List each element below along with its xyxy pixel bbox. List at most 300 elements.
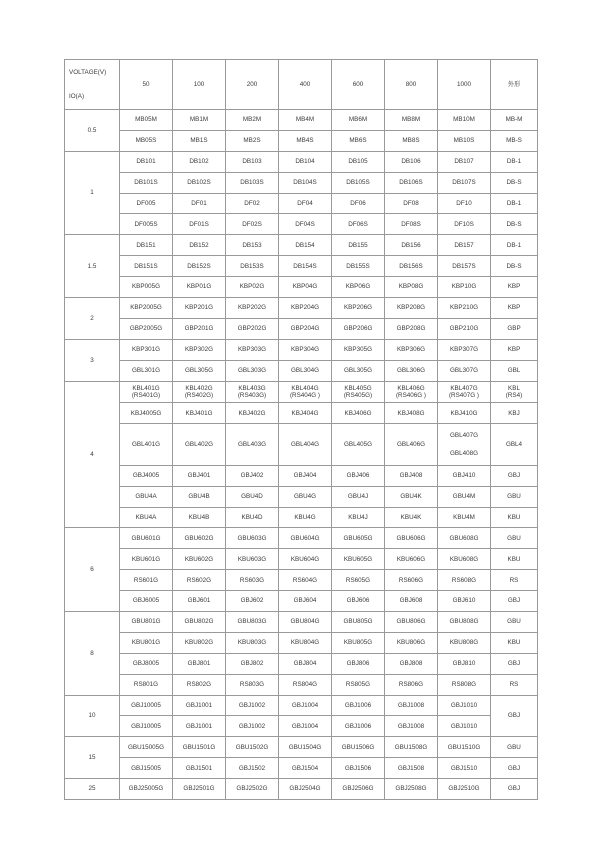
part-number-cell: KBJ402G [226, 403, 279, 424]
io-current-cell: 25 [65, 779, 120, 800]
part-number-cell: GBJ1501 [173, 758, 226, 779]
part-number-cell: GBJ602 [226, 591, 279, 612]
part-number-cell: GBJ801 [173, 653, 226, 674]
part-number-cell: KBU608G [438, 549, 491, 570]
part-number-cell: GBU603G [226, 528, 279, 549]
part-number-cell: GBJ2506G [332, 779, 385, 800]
part-number-cell: GBL304G [279, 360, 332, 381]
part-number-cell: DB104 [279, 151, 332, 172]
part-number-cell: DB101 [120, 151, 173, 172]
part-number-cell: GBL402G [173, 424, 226, 466]
part-number-cell: DB157 [438, 235, 491, 256]
part-number-cell: GBU4A [120, 486, 173, 507]
table-row [65, 570, 538, 591]
part-number-cell: MB10M [438, 110, 491, 131]
part-number-cell: GBU4G [279, 486, 332, 507]
voltage-col-600: 600 [332, 60, 385, 110]
part-number-cell: GBJ2501G [173, 779, 226, 800]
part-number-cell: KBP304G [279, 339, 332, 360]
part-number-cell: KBU606G [385, 549, 438, 570]
part-number-cell: GBJ804 [279, 653, 332, 674]
table-row [65, 403, 538, 424]
table-row [65, 528, 538, 549]
table-row [65, 591, 538, 612]
table-row [65, 716, 538, 737]
package-cell: RS [491, 674, 538, 695]
part-number-cell [120, 381, 173, 403]
part-number-cell: GBU601G [120, 528, 173, 549]
package-cell: GBU [491, 528, 538, 549]
part-number-cell: KBP201G [173, 298, 226, 319]
package-cell: GBJ [491, 779, 538, 800]
header-row [65, 60, 538, 85]
part-number-text: (RS402G) [184, 391, 214, 399]
part-number-cell: DB107S [438, 172, 491, 193]
part-number-cell: GBL404G [279, 424, 332, 466]
part-number-cell: RS601G [120, 570, 173, 591]
part-number-cell: GBJ2508G [385, 779, 438, 800]
package-cell: GBU [491, 612, 538, 633]
part-number-cell: KBP06G [332, 277, 385, 298]
part-number-cell: GBJ1006 [332, 695, 385, 716]
part-number-cell: MB8S [385, 130, 438, 151]
part-number-cell: DB106S [385, 172, 438, 193]
part-number-cell: GBU602G [173, 528, 226, 549]
part-number-cell: DF06S [332, 214, 385, 235]
part-number-cell: GBU605G [332, 528, 385, 549]
part-number-cell [226, 381, 279, 403]
table-row [65, 758, 538, 779]
part-number-cell: KBU4B [173, 507, 226, 528]
part-number-cell: GBJ401 [173, 465, 226, 486]
part-number-cell: GBJ1010 [438, 716, 491, 737]
part-number-text: (RS403G) [237, 391, 267, 399]
part-number-cell: KBU802G [173, 632, 226, 653]
part-number-cell: GBU604G [279, 528, 332, 549]
table-row [65, 130, 538, 151]
part-number-cell: DF04 [279, 193, 332, 214]
table-row [65, 486, 538, 507]
part-number-cell: KBU4G [279, 507, 332, 528]
part-number-cell: KBJ404G [279, 403, 332, 424]
part-number-cell: GBU802G [173, 612, 226, 633]
part-number-cell: GBJ808 [385, 653, 438, 674]
part-number-cell: GBP206G [332, 318, 385, 339]
table-row [65, 172, 538, 193]
part-number-cell: GBJ1506 [332, 758, 385, 779]
table-row [65, 632, 538, 653]
part-number-cell: GBJ10005 [120, 716, 173, 737]
part-number-text: KBL407G [450, 384, 478, 392]
part-number-text: (RS407G ) [448, 391, 480, 399]
table-row [65, 339, 538, 360]
io-current-cell: 10 [65, 695, 120, 737]
part-number-cell [173, 381, 226, 403]
part-number-cell: GBJ1008 [385, 695, 438, 716]
part-number-cell: DF005 [120, 193, 173, 214]
current-header: IO(A) [65, 85, 120, 110]
package-cell: GBP [491, 318, 538, 339]
part-number-cell: GBJ6005 [120, 591, 173, 612]
part-number-cell: GBL403G [226, 424, 279, 466]
voltage-col-400: 400 [279, 60, 332, 110]
part-number-cell: DB106 [385, 151, 438, 172]
io-current-cell: 4 [65, 381, 120, 528]
part-number-cell: GBL306G [385, 360, 438, 381]
rectifier-selection-table [64, 59, 537, 800]
part-number-cell: KBP08G [385, 277, 438, 298]
part-number-cell: GBJ802 [226, 653, 279, 674]
part-number-cell: DB105 [332, 151, 385, 172]
part-number-cell: DF08S [385, 214, 438, 235]
part-number-cell: KBU4D [226, 507, 279, 528]
part-number-cell: KBU604G [279, 549, 332, 570]
part-number-cell: KBU4K [385, 507, 438, 528]
part-number-cell: GBU15005G [120, 737, 173, 758]
part-number-cell: DB152S [173, 256, 226, 277]
part-number-cell: KBP10G [438, 277, 491, 298]
part-number-cell: KBU805G [332, 632, 385, 653]
voltage-col-800: 800 [385, 60, 438, 110]
part-number-cell: DB102S [173, 172, 226, 193]
part-number-text: KBL404G [291, 384, 319, 392]
part-number-cell: GBJ2504G [279, 779, 332, 800]
package-cell: DB-1 [491, 193, 538, 214]
part-number-cell: DF08 [385, 193, 438, 214]
part-number-cell: DB157S [438, 256, 491, 277]
table-row [65, 360, 538, 381]
part-number-cell: GBJ1008 [385, 716, 438, 737]
part-number-cell: GBU1508G [385, 737, 438, 758]
part-number-cell: RS806G [385, 674, 438, 695]
part-number-cell: GBP204G [279, 318, 332, 339]
part-number-cell: DF10S [438, 214, 491, 235]
table-row [65, 737, 538, 758]
part-number-cell: KBP210G [438, 298, 491, 319]
io-current-cell: 6 [65, 528, 120, 612]
part-number-cell: GBJ25005G [120, 779, 173, 800]
part-number-cell: GBJ806 [332, 653, 385, 674]
part-number-text: (RS401G) [131, 391, 161, 399]
part-number-text: (RS405G) [343, 391, 373, 399]
part-number-cell: DB105S [332, 172, 385, 193]
part-number-cell: KBU804G [279, 632, 332, 653]
part-number-cell: GBJ1006 [332, 716, 385, 737]
table-body [65, 60, 538, 800]
part-number-cell: KBU605G [332, 549, 385, 570]
part-number-cell: GBJ810 [438, 653, 491, 674]
package-cell: DB-S [491, 214, 538, 235]
part-number-cell: GBJ2510G [438, 779, 491, 800]
part-number-cell: DF02 [226, 193, 279, 214]
part-number-cell: GBJ1510 [438, 758, 491, 779]
table-row [65, 318, 538, 339]
part-number-cell: GBJ608 [385, 591, 438, 612]
table-row [65, 214, 538, 235]
voltage-header: VOLTAGE(V) [65, 60, 120, 85]
part-number-cell: RS602G [173, 570, 226, 591]
package-cell: MB-S [491, 130, 538, 151]
part-number-cell: DB103S [226, 172, 279, 193]
part-number-cell: GBJ606 [332, 591, 385, 612]
part-number-cell: GBJ1001 [173, 695, 226, 716]
part-number-text: (RS406G ) [395, 391, 427, 399]
part-number-cell: RS803G [226, 674, 279, 695]
part-number-cell: KBU801G [120, 632, 173, 653]
table-row [65, 465, 538, 486]
part-number-cell: RS604G [279, 570, 332, 591]
package-cell: GBL [491, 360, 538, 381]
part-number-cell: GBL301G [120, 360, 173, 381]
part-number-cell: GBP2005G [120, 318, 173, 339]
part-number-cell: GBU606G [385, 528, 438, 549]
part-number-cell: GBL303G [226, 360, 279, 381]
part-number-cell: KBP206G [332, 298, 385, 319]
part-number-cell: MB05S [120, 130, 173, 151]
part-number-cell: KBP2005G [120, 298, 173, 319]
part-number-cell: GBJ402 [226, 465, 279, 486]
package-cell: KBP [491, 339, 538, 360]
part-number-cell: DB103 [226, 151, 279, 172]
part-number-text: GBL408G [449, 450, 478, 458]
part-number-cell: GBJ8005 [120, 653, 173, 674]
part-number-cell: GBJ1004 [279, 695, 332, 716]
part-number-cell: RS606G [385, 570, 438, 591]
part-number-cell: MB6M [332, 110, 385, 131]
table-row [65, 277, 538, 298]
part-number-cell: GBJ1508 [385, 758, 438, 779]
part-number-cell: KBU808G [438, 632, 491, 653]
part-number-cell: KBP02G [226, 277, 279, 298]
part-number-cell: GBJ601 [173, 591, 226, 612]
part-number-cell: KBJ406G [332, 403, 385, 424]
part-number-cell: DF10 [438, 193, 491, 214]
part-number-cell: GBU4J [332, 486, 385, 507]
table-row [65, 381, 538, 403]
package-cell: KBU [491, 632, 538, 653]
package-cell: KBU [491, 549, 538, 570]
part-number-cell: MB10S [438, 130, 491, 151]
part-number-cell: GBL401G [120, 424, 173, 466]
part-number-cell: GBP202G [226, 318, 279, 339]
part-number-text: KBL403G [238, 384, 266, 392]
part-number-cell [279, 381, 332, 403]
part-number-cell: GBP201G [173, 318, 226, 339]
part-number-cell: KBU806G [385, 632, 438, 653]
part-number-cell: GBJ1004 [279, 716, 332, 737]
table-row [65, 674, 538, 695]
part-number-cell: RS802G [173, 674, 226, 695]
part-number-cell: GBJ1010 [438, 695, 491, 716]
part-number-cell: GBP208G [385, 318, 438, 339]
part-number-cell: GBL305G [173, 360, 226, 381]
table-row [65, 507, 538, 528]
part-number-text: KBL405G [344, 384, 372, 392]
package-cell: GBJ [491, 758, 538, 779]
part-number-text: (RS404G ) [289, 391, 321, 399]
package-cell: KBU [491, 507, 538, 528]
part-number-cell: GBP210G [438, 318, 491, 339]
part-number-cell: DF04S [279, 214, 332, 235]
package-cell: GBJ [491, 695, 538, 737]
part-number-cell: KBP303G [226, 339, 279, 360]
package-cell: RS [491, 570, 538, 591]
part-number-cell: DB102 [173, 151, 226, 172]
package-cell: KBP [491, 277, 538, 298]
part-number-cell: GBJ604 [279, 591, 332, 612]
package-cell: DB-1 [491, 151, 538, 172]
package-cell: GBJ [491, 591, 538, 612]
part-number-cell: DB104S [279, 172, 332, 193]
part-number-cell: MB6S [332, 130, 385, 151]
part-number-cell: GBU608G [438, 528, 491, 549]
part-number-cell: GBJ404 [279, 465, 332, 486]
package-text: (RS4) [505, 391, 523, 399]
part-number-cell: KBP204G [279, 298, 332, 319]
io-current-cell: 8 [65, 612, 120, 696]
part-number-cell: KBP202G [226, 298, 279, 319]
part-number-cell: DB156 [385, 235, 438, 256]
io-current-cell: 15 [65, 737, 120, 779]
part-number-cell: GBU805G [332, 612, 385, 633]
part-number-cell: GBU801G [120, 612, 173, 633]
part-number-cell [438, 381, 491, 403]
part-number-cell: DF02S [226, 214, 279, 235]
part-number-cell [385, 381, 438, 403]
table-row [65, 235, 538, 256]
part-number-cell: KBP301G [120, 339, 173, 360]
package-cell: KBP [491, 298, 538, 319]
part-number-cell: GBJ1502 [226, 758, 279, 779]
package-cell: KBJ [491, 403, 538, 424]
part-number-cell: RS804G [279, 674, 332, 695]
part-number-cell: MB4M [279, 110, 332, 131]
part-number-cell: KBU602G [173, 549, 226, 570]
package-cell [491, 381, 538, 403]
part-number-cell: KBP302G [173, 339, 226, 360]
package-cell: GBL4 [491, 424, 538, 466]
part-number-cell: DB154S [279, 256, 332, 277]
part-number-cell: RS603G [226, 570, 279, 591]
table-row [65, 424, 538, 466]
part-number-cell: DB151 [120, 235, 173, 256]
part-number-cell: DB155S [332, 256, 385, 277]
part-number-cell: MB4S [279, 130, 332, 151]
part-number-cell: RS808G [438, 674, 491, 695]
part-number-cell: RS608G [438, 570, 491, 591]
part-number-cell: GBU808G [438, 612, 491, 633]
voltage-col-50: 50 [120, 60, 173, 110]
part-number-cell: GBU4K [385, 486, 438, 507]
part-number-cell: KBU603G [226, 549, 279, 570]
part-number-cell: GBU4D [226, 486, 279, 507]
part-number-cell: GBU1504G [279, 737, 332, 758]
part-number-cell: GBU806G [385, 612, 438, 633]
part-number-cell: GBU4B [173, 486, 226, 507]
part-number-cell: GBL405G [332, 424, 385, 466]
part-number-cell: GBJ1002 [226, 695, 279, 716]
part-number-cell: KBP305G [332, 339, 385, 360]
part-number-cell: DB156S [385, 256, 438, 277]
part-number-cell: MB1M [173, 110, 226, 131]
selection-table [64, 59, 538, 800]
part-number-cell: KBJ401G [173, 403, 226, 424]
part-number-cell: DB101S [120, 172, 173, 193]
part-number-cell: KBU4M [438, 507, 491, 528]
table-row [65, 256, 538, 277]
table-row [65, 110, 538, 131]
voltage-col-200: 200 [226, 60, 279, 110]
part-number-cell: KBP208G [385, 298, 438, 319]
package-cell: GBU [491, 737, 538, 758]
io-current-cell: 2 [65, 298, 120, 340]
package-cell: GBJ [491, 653, 538, 674]
package-text: KBL [508, 384, 520, 392]
table-row [65, 695, 538, 716]
part-number-cell: GBU1502G [226, 737, 279, 758]
io-current-cell: 3 [65, 339, 120, 381]
part-number-cell: KBU4A [120, 507, 173, 528]
part-number-cell: KBP307G [438, 339, 491, 360]
part-number-cell: KBP01G [173, 277, 226, 298]
part-number-cell: MB8M [385, 110, 438, 131]
part-number-cell: DB153 [226, 235, 279, 256]
part-number-cell: GBU804G [279, 612, 332, 633]
part-number-cell: DB107 [438, 151, 491, 172]
part-number-cell: GBL406G [385, 424, 438, 466]
part-number-cell: DF06 [332, 193, 385, 214]
part-number-cell: KBU4J [332, 507, 385, 528]
part-number-cell: GBJ1504 [279, 758, 332, 779]
part-number-cell: KBP005G [120, 277, 173, 298]
part-number-text: GBL407G [449, 431, 478, 439]
part-number-cell: DB152 [173, 235, 226, 256]
package-cell: GBJ [491, 465, 538, 486]
part-number-text: KBL406G [397, 384, 425, 392]
table-row [65, 549, 538, 570]
part-number-cell: KBJ410G [438, 403, 491, 424]
part-number-cell: MB05M [120, 110, 173, 131]
part-number-cell: KBP306G [385, 339, 438, 360]
part-number-cell: MB2S [226, 130, 279, 151]
part-number-cell: GBJ610 [438, 591, 491, 612]
part-number-cell: KBJ4005G [120, 403, 173, 424]
io-current-cell: 0.5 [65, 110, 120, 152]
table-row [65, 779, 538, 800]
package-cell: DB-S [491, 172, 538, 193]
part-number-cell [438, 424, 491, 466]
part-number-cell: KBJ408G [385, 403, 438, 424]
part-number-cell: GBU803G [226, 612, 279, 633]
part-number-cell: DF01 [173, 193, 226, 214]
voltage-col-100: 100 [173, 60, 226, 110]
package-cell: GBU [491, 486, 538, 507]
part-number-cell: GBU1506G [332, 737, 385, 758]
part-number-cell: GBJ10005 [120, 695, 173, 716]
part-number-cell: DF005S [120, 214, 173, 235]
part-number-text: KBL401G [132, 384, 160, 392]
part-number-cell: DB151S [120, 256, 173, 277]
package-cell: DB-S [491, 256, 538, 277]
part-number-cell: GBJ2502G [226, 779, 279, 800]
part-number-cell: GBJ410 [438, 465, 491, 486]
part-number-cell: RS605G [332, 570, 385, 591]
part-number-cell: MB2M [226, 110, 279, 131]
io-current-cell: 1.5 [65, 235, 120, 298]
table-row [65, 653, 538, 674]
part-number-cell [332, 381, 385, 403]
part-number-cell: GBJ1001 [173, 716, 226, 737]
